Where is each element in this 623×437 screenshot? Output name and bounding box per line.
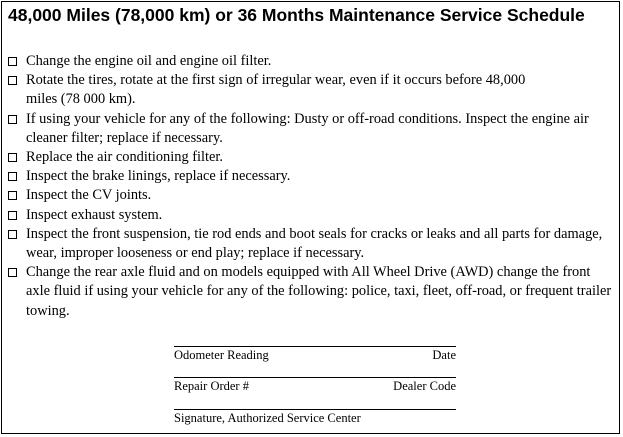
checklist-item — [8, 71, 614, 109]
maintenance-schedule-card — [1, 1, 620, 434]
checklist-item-text: Inspect the front suspension, tie rod ends and boot seals for cracks or leaks and all parts for damage, wear, improper looseness or end play; replace if necessary. — [26, 225, 603, 262]
service-checklist — [8, 52, 614, 321]
checkbox-icon[interactable] — [8, 268, 17, 277]
checklist-item — [8, 225, 614, 263]
checklist-item-text: Inspect the CV joints. — [26, 187, 152, 204]
checkbox-icon[interactable] — [8, 211, 17, 220]
checklist-item — [8, 186, 614, 205]
dealer-code-label: Dealer Code — [393, 379, 456, 393]
checklist-item — [8, 52, 614, 71]
signature-label: Signature, Authorized Service Center — [174, 411, 361, 425]
checklist-item-text: Inspect exhaust system. — [26, 206, 163, 223]
checklist-item — [8, 110, 614, 148]
checklist-item-text: Rotate the tires, rotate at the first sign of irregular wear, even if it occurs before 48,000 miles (78 000 km). — [26, 72, 526, 108]
checkbox-icon[interactable] — [8, 76, 17, 85]
checkbox-icon[interactable] — [8, 115, 17, 124]
checkbox-icon[interactable] — [8, 153, 17, 162]
repair-order-label: Repair Order # — [174, 379, 249, 393]
odometer-date-line[interactable] — [174, 346, 456, 363]
repair-order-line[interactable] — [174, 377, 456, 394]
checklist-item-text: Change the rear axle fluid and on models equipped with All Wheel Drive (AWD) change the front axle fluid if using your vehicle for any of the following: police, taxi, fleet, off-road, or frequent trailer towing. — [26, 264, 612, 319]
schedule-title: 48,000 Miles (78,000 km) or 36 Months Maintenance Service Schedule — [8, 5, 585, 25]
checkbox-icon[interactable] — [8, 172, 17, 181]
checklist-item — [8, 206, 614, 225]
checklist-item-text: If using your vehicle for any of the following: Dusty or off-road conditions. Inspect the engine air cleaner filter; replace if necessary. — [26, 110, 589, 146]
checklist-item-text: Replace the air conditioning filter. — [26, 149, 224, 166]
checklist-item — [8, 148, 614, 167]
checklist-item — [8, 263, 614, 321]
odometer-label: Odometer Reading — [174, 348, 269, 362]
checklist-item-text: Change the engine oil and engine oil filter. — [26, 53, 272, 69]
date-label: Date — [432, 348, 456, 362]
signature-line[interactable] — [174, 409, 456, 426]
checkbox-icon[interactable] — [8, 191, 17, 200]
checkbox-icon[interactable] — [8, 230, 17, 239]
checklist-item — [8, 167, 614, 186]
checklist-item-text: Inspect the brake linings, replace if necessary. — [26, 168, 291, 185]
checkbox-icon[interactable] — [8, 57, 17, 66]
